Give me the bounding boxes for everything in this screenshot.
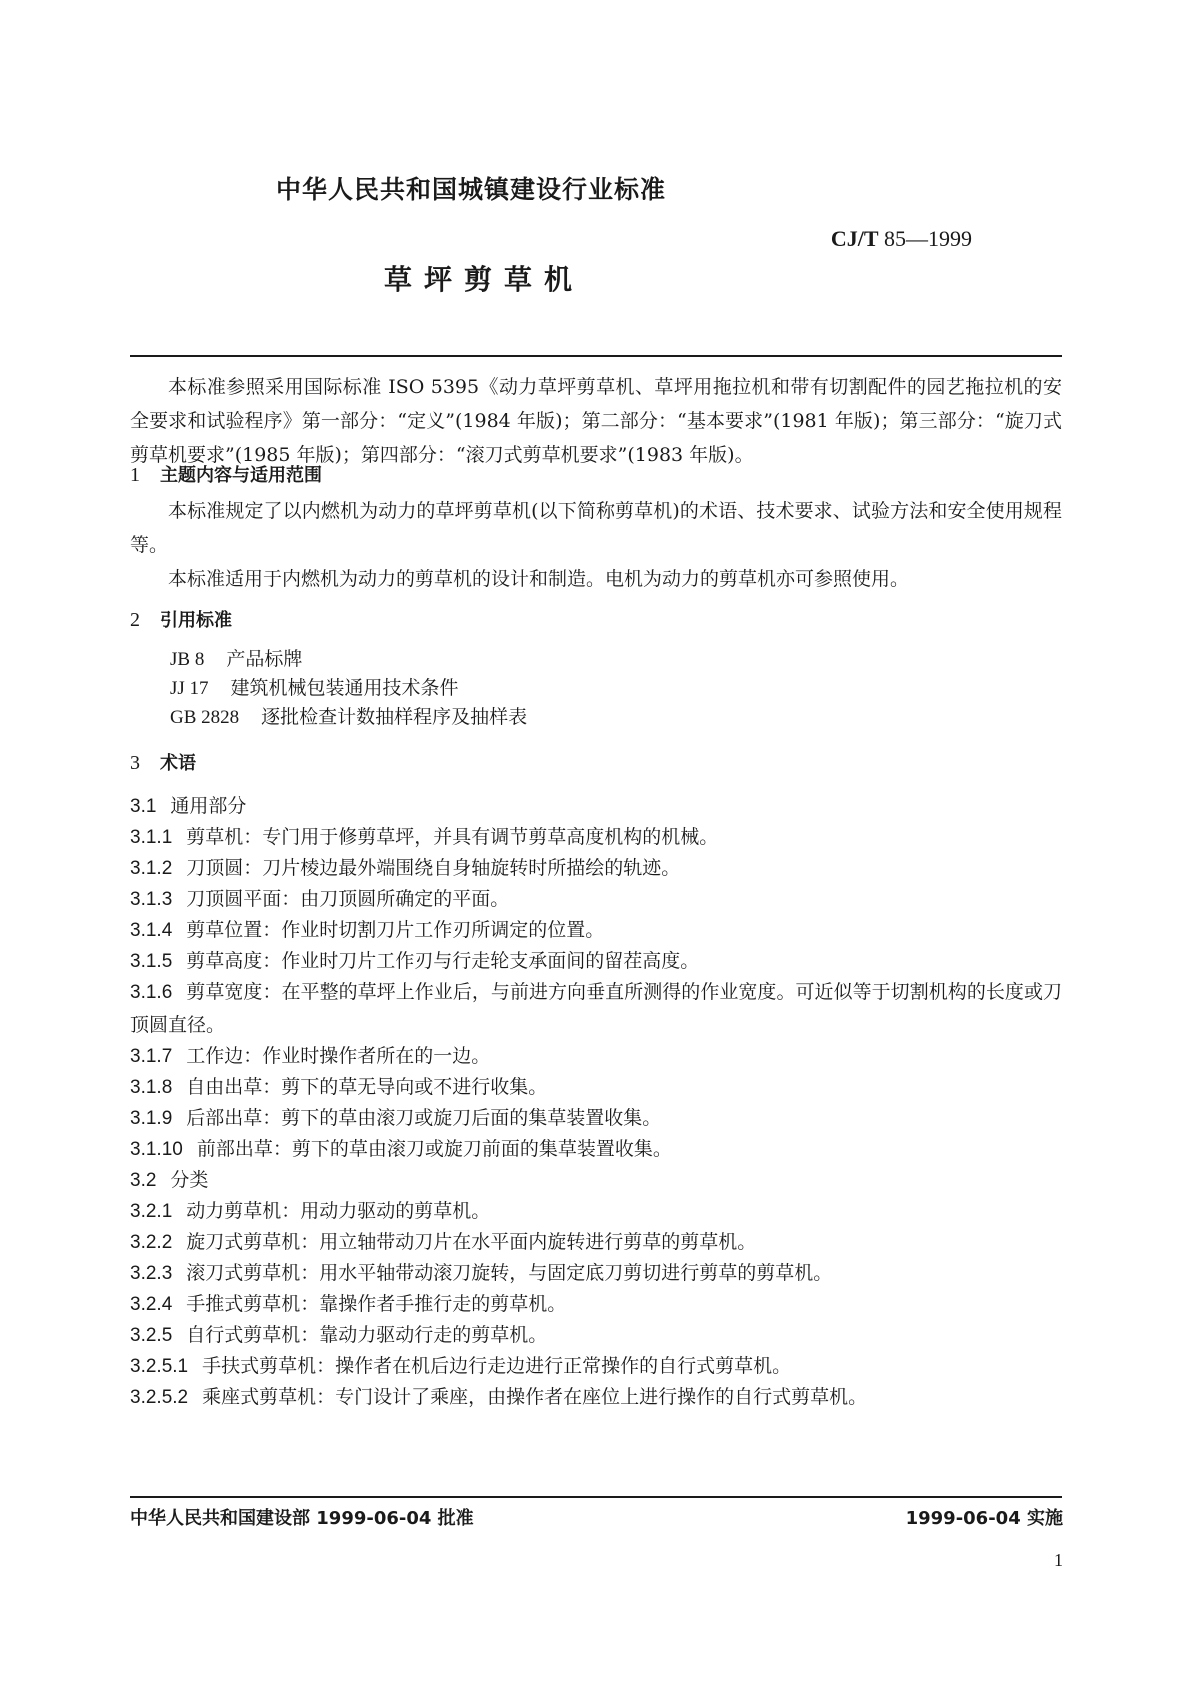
- term-3-2-1: [130, 1195, 1062, 1228]
- term-number: 3.2.2: [130, 1232, 173, 1253]
- term-3-1-2: [130, 852, 1062, 885]
- term-number: 3.1.9: [130, 1108, 173, 1129]
- term-text: 乘座式剪草机：专门设计了乘座，由操作者在座位上进行操作的自行式剪草机。: [202, 1386, 868, 1408]
- term-number: 3.1.7: [130, 1046, 173, 1067]
- section-3-title: 术语: [160, 753, 196, 774]
- implementation-note: 1999-06-04 实施: [905, 1508, 1063, 1529]
- term-text: 手推式剪草机：靠操作者手推行走的剪草机。: [186, 1293, 567, 1315]
- term-text: 前部出草：剪下的草由滚刀或旋刀前面的集草装置收集。: [196, 1138, 672, 1160]
- term-3-1-9: [130, 1102, 1062, 1135]
- term-text: 刀顶圆平面：由刀顶圆所确定的平面。: [186, 888, 510, 910]
- term-number: 3.1.2: [130, 858, 173, 879]
- standard-number: [831, 226, 972, 252]
- term-text: 剪草位置：作业时切割刀片工作刃所调定的位置。: [186, 919, 605, 941]
- term-3-1-5: [130, 945, 1062, 978]
- term-3-1-3: [130, 883, 1062, 916]
- term-number: 3.1.10: [130, 1139, 183, 1160]
- term-number: 3.1.5: [130, 951, 173, 972]
- term-text: 通用部分: [170, 795, 247, 817]
- term-number: 3.1.3: [130, 889, 173, 910]
- term-3-1-1: [130, 821, 1062, 854]
- section-2-title: 引用标准: [160, 610, 232, 631]
- term-3-1-10: [130, 1133, 1062, 1166]
- section-1-body: [130, 494, 1062, 596]
- footer-divider: [130, 1496, 1062, 1498]
- term-3-2-4: [130, 1288, 1062, 1321]
- term-text: 滚刀式剪草机：用水平轴带动滚刀旋转，与固定底刀剪切进行剪草的剪草机。: [186, 1262, 833, 1284]
- term-3-1-6: [130, 976, 1062, 1041]
- reference-title: 逐批检查计数抽样程序及抽样表: [261, 706, 528, 728]
- term-text: 刀顶圆：刀片棱边最外端围绕自身轴旋转时所描绘的轨迹。: [186, 857, 681, 879]
- term-number: 3.2.5.1: [130, 1356, 189, 1377]
- term-3-1: [130, 790, 1062, 823]
- term-number: 3.2.5.2: [130, 1387, 189, 1408]
- term-number: 3.2.4: [130, 1294, 173, 1315]
- section-2-heading: [130, 603, 1062, 638]
- reference-item: [170, 674, 970, 703]
- section-1-number: 1: [130, 464, 140, 486]
- section-1-paragraph-2: 本标准适用于内燃机为动力的剪草机的设计和制造。电机为动力的剪草机亦可参照使用。: [168, 568, 910, 590]
- term-number: 3.1.8: [130, 1077, 173, 1098]
- term-number: 3.1: [130, 796, 157, 817]
- section-3-heading: [130, 746, 1062, 781]
- term-3-2: [130, 1164, 1062, 1197]
- document-title: 草坪剪草机: [384, 263, 585, 296]
- reference-code: JB 8: [170, 649, 205, 670]
- term-number: 3.1.1: [130, 827, 173, 848]
- term-number: 3.2.1: [130, 1201, 173, 1222]
- section-1-heading: [130, 458, 1062, 493]
- term-number: 3.1.4: [130, 920, 173, 941]
- page-number: 1: [1054, 1550, 1063, 1570]
- section-2-number: 2: [130, 609, 140, 631]
- term-text: 动力剪草机：用动力驱动的剪草机。: [186, 1200, 491, 1222]
- term-text: 自行式剪草机：靠动力驱动行走的剪草机。: [186, 1324, 548, 1346]
- term-text: 后部出草：剪下的草由滚刀或旋刀后面的集草装置收集。: [186, 1107, 662, 1129]
- term-3-1-7: [130, 1040, 1062, 1073]
- term-text: 剪草机：专门用于修剪草坪，并具有调节剪草高度机构的机械。: [186, 826, 719, 848]
- section-1-paragraph-1: 本标准规定了以内燃机为动力的草坪剪草机(以下简称剪草机)的术语、技术要求、试验方法和安全使用规程等。: [130, 500, 1062, 556]
- term-text: 剪草高度：作业时刀片工作刃与行走轮支承面间的留茬高度。: [186, 950, 700, 972]
- intro-paragraph: 本标准参照采用国际标准 ISO 5395《动力草坪剪草机、草坪用拖拉机和带有切割配件的园艺拖拉机的安全要求和试验程序》第一部分：“定义”(1984 年版)；第二部分：“基本要求”(1981 年版)；第三部分：“旋刀式剪草机要求”(1985 年版)；第四部分：“滚刀式剪草机要求”(1983 年版)。: [130, 376, 1062, 466]
- header-divider: [130, 355, 1062, 357]
- term-3-2-5-1: [130, 1350, 1062, 1383]
- term-number: 3.1.6: [130, 982, 173, 1003]
- section-3-number: 3: [130, 752, 140, 774]
- term-text: 分类: [170, 1169, 209, 1191]
- reference-title: 产品标牌: [226, 648, 303, 670]
- term-3-2-2: [130, 1226, 1062, 1259]
- term-3-2-5-2: [130, 1381, 1062, 1414]
- term-3-2-5: [130, 1319, 1062, 1352]
- reference-code: JJ 17: [170, 678, 209, 699]
- standard-number-prefix: CJ/T: [830, 226, 879, 251]
- section-1-title: 主题内容与适用范围: [160, 465, 322, 486]
- reference-title: 建筑机械包装通用技术条件: [230, 677, 459, 699]
- term-number: 3.2.3: [130, 1263, 173, 1284]
- term-text: 旋刀式剪草机：用立轴带动刀片在水平面内旋转进行剪草的剪草机。: [186, 1231, 757, 1253]
- reference-code: GB 2828: [170, 707, 240, 728]
- term-number: 3.2.5: [130, 1325, 173, 1346]
- intro-block: [130, 370, 1062, 472]
- approval-note: 中华人民共和国建设部 1999-06-04 批准: [130, 1508, 474, 1529]
- term-3-1-4: [130, 914, 1062, 947]
- standard-number-value: 85—1999: [884, 226, 972, 251]
- organization-title: 中华人民共和国城镇建设行业标准: [276, 175, 667, 204]
- term-text: 手扶式剪草机：操作者在机后边行走边进行正常操作的自行式剪草机。: [202, 1355, 792, 1377]
- reference-item: [170, 645, 970, 674]
- term-text: 工作边：作业时操作者所在的一边。: [186, 1045, 491, 1067]
- term-number: 3.2: [130, 1170, 157, 1191]
- reference-list: [170, 645, 970, 732]
- term-3-2-3: [130, 1257, 1062, 1290]
- reference-item: [170, 703, 970, 732]
- term-3-1-8: [130, 1071, 1062, 1104]
- term-text: 剪草宽度：在平整的草坪上作业后，与前进方向垂直所测得的作业宽度。可近似等于切割机构的长度或刀顶圆直径。: [130, 981, 1062, 1036]
- term-text: 自由出草：剪下的草无导向或不进行收集。: [186, 1076, 548, 1098]
